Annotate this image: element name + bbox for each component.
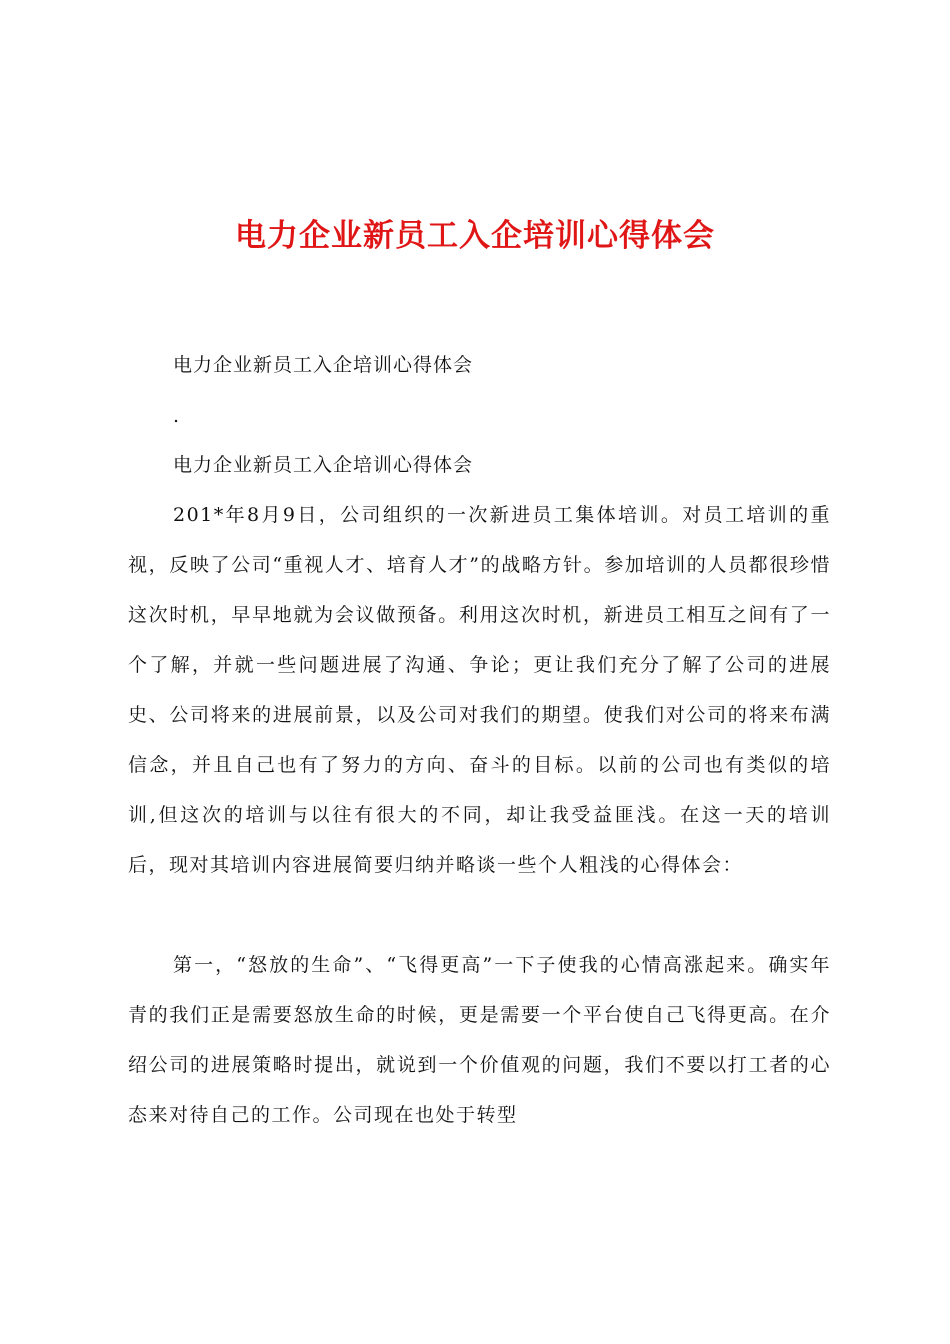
subtitle-line-repeat: 电力企业新员工入企培训心得体会	[173, 454, 474, 476]
body-paragraph: 第一，“怒放的生命”、“飞得更高”一下子使我的心情高涨起来。确实年青的我们正是需要怒放生命的时候，更是需要一个平台使自己飞得更高。在介绍公司的进展策略时提出，就说到一个价值观的问题，我们不要以打工者的心态来对待自己的工作。公司现在也处于转型	[128, 954, 831, 1126]
document-title: 电力企业新员工入企培训心得体会	[235, 218, 715, 254]
subtitle-line: 电力企业新员工入企培训心得体会	[173, 354, 474, 376]
dot-line: .	[173, 405, 181, 427]
body-paragraph: 201*年8月9日，公司组织的一次新进员工集体培训。对员工培训的重视，反映了公司“重视人才、培育人才”的战略方针。参加培训的人员都很珍惜这次时机，早早地就为会议做预备。利用这次时机，新进员工相互之间有了一个了解，并就一些问题进展了沟通、争论；更让我们充分了解了公司的进展史、公司将来的进展前景，以及公司对我们的期望。使我们对公司的将来布满信念，并且自己也有了努力的方向、奋斗的目标。以前的公司也有类似的培训,但这次的培训与以往有很大的不同，却让我受益匪浅。在这一天的培训后，现对其培训内容进展简要归纳并略谈一些个人粗浅的心得体会：	[128, 504, 831, 876]
